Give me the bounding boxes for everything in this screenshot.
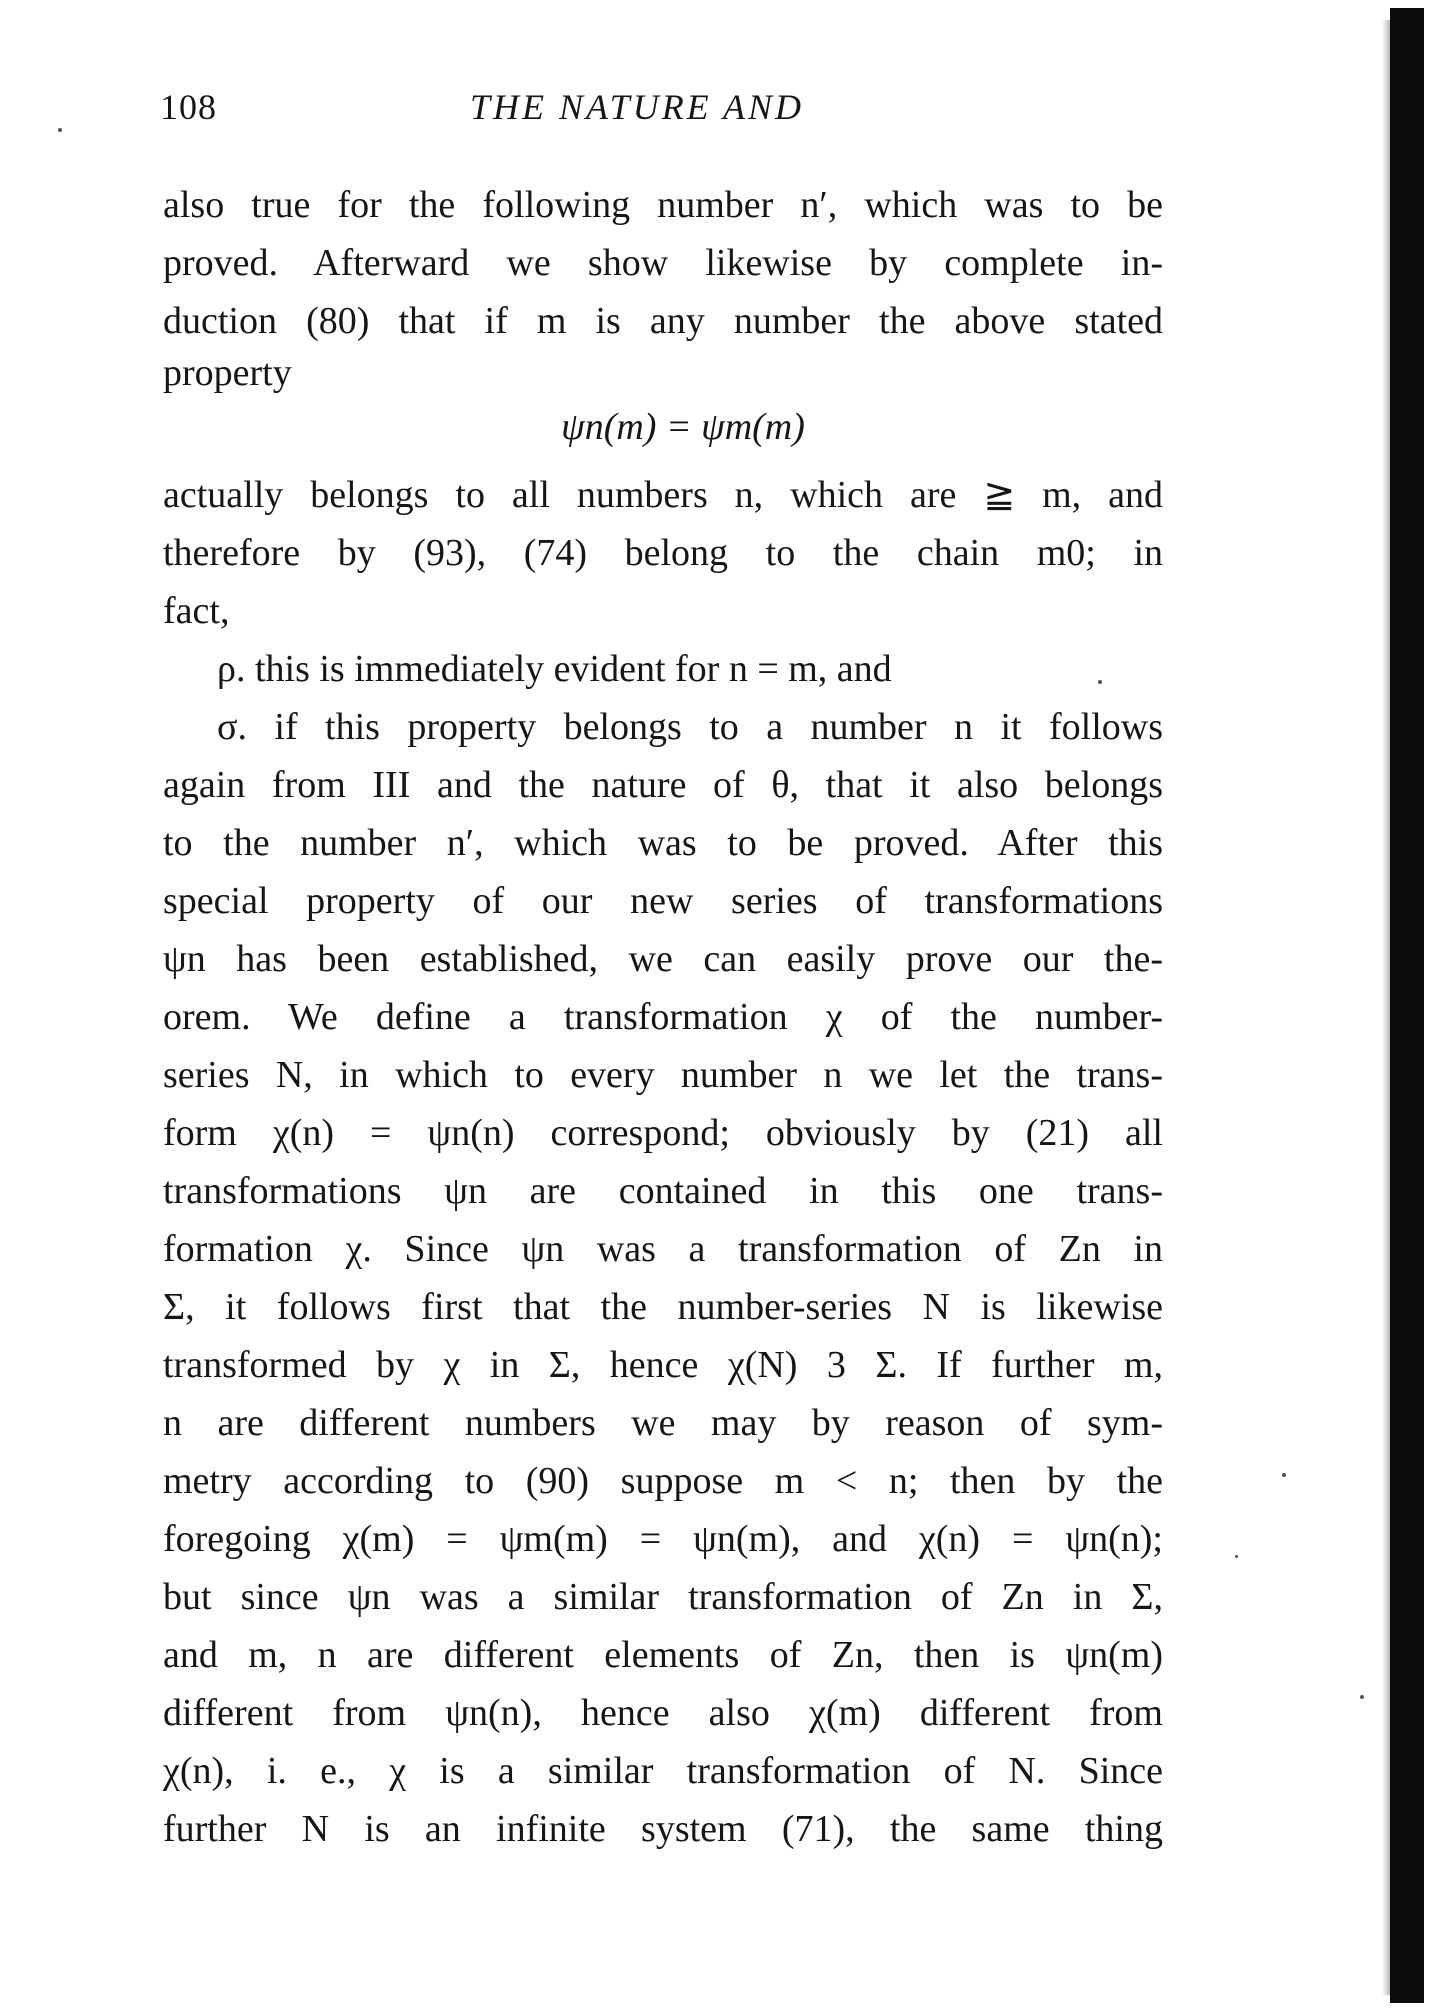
text-line: and m, n are different elements of Zn, then is ψn(m) <box>163 1634 1163 1676</box>
text-line: form χ(n) = ψn(n) correspond; obviously by (21) all <box>163 1112 1163 1154</box>
text-line: metry according to (90) suppose m < n; then by the <box>163 1460 1163 1502</box>
text-line: special property of our new series of transformations <box>163 880 1163 922</box>
text-line: σ. if this property belongs to a number n it follows <box>217 706 1163 748</box>
text-line: actually belongs to all numbers n, which are ≧ m, and <box>163 474 1163 516</box>
text-line: foregoing χ(m) = ψm(m) = ψn(m), and χ(n) = ψn(n); <box>163 1518 1163 1560</box>
text-line: again from III and the nature of θ, that it also belongs <box>163 764 1163 806</box>
text-line: duction (80) that if m is any number the above stated <box>163 300 1163 342</box>
scan-speck <box>1360 1695 1364 1699</box>
body-text <box>163 176 1163 1858</box>
scan-speck <box>1235 1555 1238 1558</box>
binding-edge <box>1390 8 1424 2003</box>
text-line: orem. We define a transformation χ of the number- <box>163 996 1163 1038</box>
text-line: but since ψn was a similar transformation of Zn in Σ, <box>163 1576 1163 1618</box>
text-line: series N, in which to every number n we let the trans- <box>163 1054 1163 1096</box>
text-line: property <box>163 352 292 394</box>
text-line: therefore by (93), (74) belong to the chain m0; in <box>163 532 1163 574</box>
text-line: n are different numbers we may by reason of sym- <box>163 1402 1163 1444</box>
scan-speck <box>1282 1473 1286 1477</box>
text-line: transformations ψn are contained in this one trans- <box>163 1170 1163 1212</box>
text-line: also true for the following number n′, which was to be <box>163 184 1163 226</box>
text-line: proved. Afterward we show likewise by complete in- <box>163 242 1163 284</box>
text-line: transformed by χ in Σ, hence χ(N) 3 Σ. If further m, <box>163 1344 1163 1386</box>
text-line: ρ. this is immediately evident for n = m, and <box>217 648 892 690</box>
text-line: ψn has been established, we can easily prove our the- <box>163 938 1163 980</box>
text-line: further N is an infinite system (71), the same thing <box>163 1808 1163 1850</box>
text-line: formation χ. Since ψn was a transformation of Zn in <box>163 1228 1163 1270</box>
text-line: χ(n), i. e., χ is a similar transformation of N. Since <box>163 1750 1163 1792</box>
text-line: to the number n′, which was to be proved. After this <box>163 822 1163 864</box>
text-line: different from ψn(n), hence also χ(m) different from <box>163 1692 1163 1734</box>
running-head: THE NATURE AND <box>470 87 805 127</box>
scan-speck <box>58 128 62 132</box>
text-line: Σ, it follows first that the number-series N is likewise <box>163 1286 1163 1328</box>
display-formula: ψn(m) = ψm(m) <box>561 406 805 448</box>
page-number: 108 <box>160 87 217 127</box>
scan-speck <box>1098 680 1102 684</box>
text-line: fact, <box>163 590 230 632</box>
